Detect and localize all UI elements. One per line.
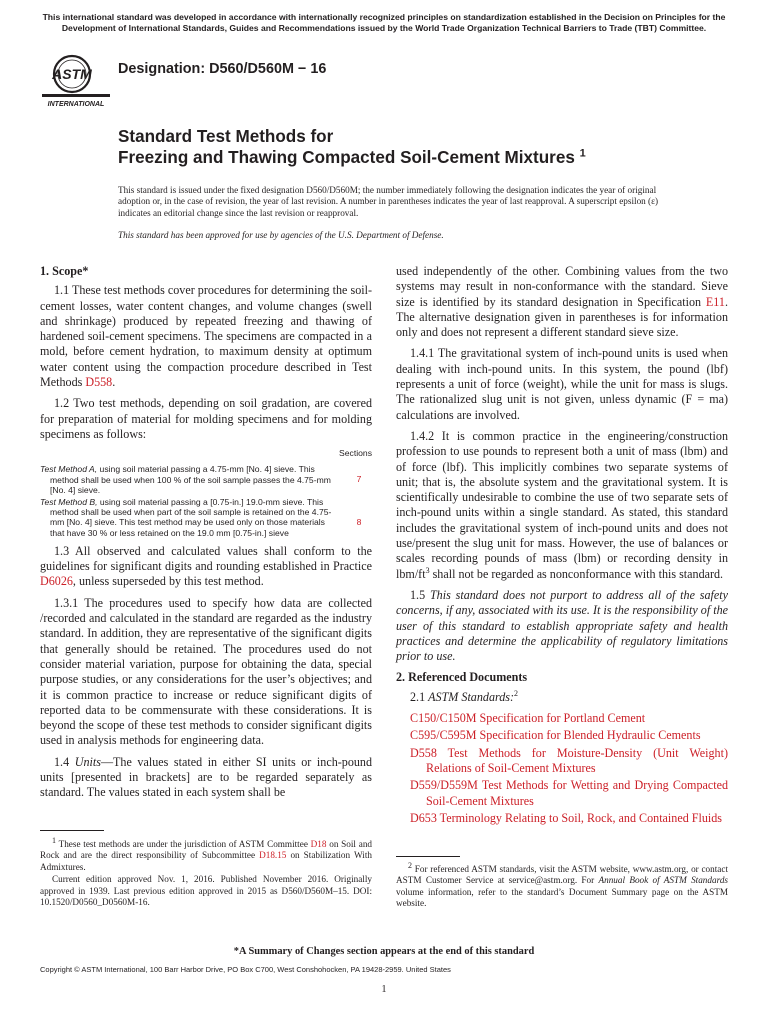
page-number: 1 bbox=[381, 984, 387, 995]
section-1-1: 1.1 These test methods cover procedures for determining the soil-cement losses, water content changes, and volume changes (swell and shrinkage) produced by repeated freezing and thawing of hardened soil-cement specimens. The specimens are compacted in a mold, before cement hydration, to maximum density at optimum water content using the compaction procedure described in Test Methods D558. bbox=[40, 283, 372, 390]
footnote-2: $^2$ For referenced ASTM standards, visit the ASTM website, www.astm.org, or contact ASTM Customer Service at service@astm.org. For Annual Book of ASTM Standards volume information, refer to the standard’s Document Summary page on the ASTM website. bbox=[396, 860, 728, 909]
logo-text: ASTM bbox=[52, 66, 92, 82]
right-column bbox=[396, 264, 728, 828]
link-d18[interactable]: D18 bbox=[310, 839, 327, 849]
title-footnote-ref[interactable]: 1 bbox=[579, 147, 586, 160]
section-1-4-2: 1.4.2 It is common practice in the engineering/construction profession to use pounds to represent both a unit of mass (lbm) and of force (lbf). This implicitly combines two separate systems of unit; that is, the absolute system and the gravitational system. It is scientifically undesirable to combine the use of two separate sets of inch-pound units within a single standard. As stated, this standard includes the gravitational system of inch-pound units and does not use/present the slug unit for mass. However, the use of balances or scales recording pounds of mass (lbm) or recording density in lbm/$ft^3$ shall not be regarded as nonconformance with this standard. bbox=[396, 428, 728, 581]
link-d559[interactable]: D559/D559M bbox=[410, 778, 478, 793]
standards-notice: This international standard was developed in accordance with internationally recognized principles on standardization established in the Decision on Principles for the Development of International Standards, Guides and Recommendations issued by the World Trade Organization Technical Barriers to Trade (TBT) Committee. bbox=[42, 12, 726, 33]
link-d18-15[interactable]: D18.15 bbox=[259, 850, 287, 861]
title-line-1: Standard Test Methods for bbox=[118, 127, 334, 146]
copyright: Copyright © ASTM International, 100 Barr Harbor Drive, PO Box C700, West Conshohocken, PA 19428-2959. United States bbox=[40, 965, 451, 974]
issue-note: This standard is issued under the fixed designation D560/D560M; the number immediately following the designation indicates the year of original adoption or, in the case of revision, the year of last revision. A number in parentheses indicates the year of last reapproval. A superscript epsilon (ε) indicates an editorial change since the last revision or reapproval. bbox=[118, 185, 659, 218]
logo-subtext: INTERNATIONAL bbox=[47, 101, 105, 108]
reference-d653: D653 Terminology Relating to Soil, Rock, and Contained Fluids bbox=[410, 810, 723, 825]
section-link-7[interactable]: 7 bbox=[356, 474, 362, 485]
referenced-documents-heading: 2. Referenced Documents bbox=[396, 670, 528, 685]
left-column bbox=[40, 264, 372, 807]
astm-logo bbox=[38, 52, 114, 108]
scope-heading: 1. Scope* bbox=[40, 264, 89, 278]
edition-note: Current edition approved Nov. 1, 2016. Published November 2016. Originally approved in 1939. Last previous edition approved in 2015 as D560/D560M–15. DOI: 10.1520/D0560_D0560M-16. bbox=[40, 874, 372, 908]
designation: Designation: D560/D560M − 16 bbox=[118, 61, 327, 77]
section-2-1: 2.1 ASTM Standards:$^2$ bbox=[410, 688, 519, 704]
dod-approval-note: This standard has been approved for use by agencies of the U.S. Department of Defense. bbox=[118, 230, 444, 240]
sections-header: Sections bbox=[339, 448, 372, 459]
link-d6026[interactable]: D6026 bbox=[40, 574, 73, 589]
link-e11[interactable]: E11 bbox=[705, 294, 725, 309]
link-d558-ref[interactable]: D558 bbox=[410, 745, 437, 760]
test-method-b-row: Test Method B, using soil material passing a [0.75-in.] 19.0-mm sieve. This method shall be used when part of the soil sample is retained on the 4.75-mm [No. 4] sieve. This test method may be used only on those materials that have 30 % or less retained on the 19.0 mm [0.75-in.] sieve 8 bbox=[40, 497, 372, 538]
title-line-2: Freezing and Thawing Compacted Soil-Cement Mixtures $^1$ bbox=[118, 147, 586, 167]
reference-c595: C595/C595M Specification for Blended Hydraulic Cements bbox=[410, 728, 701, 743]
link-d558[interactable]: D558 bbox=[85, 375, 113, 390]
reference-c150: C150/C150M Specification for Portland Cement bbox=[410, 711, 646, 726]
section-link-8[interactable]: 8 bbox=[356, 517, 362, 528]
test-method-a-row: Test Method A, using soil material passing a 4.75-mm [No. 4] sieve. This method shall be used when 100 % of the soil sample passes the 4.75-mm [No. 4] sieve. 7 bbox=[40, 464, 372, 495]
section-1-2: 1.2 Two test methods, depending on soil gradation, are covered for preparation of material for molding specimens and for molding specimens as follows: bbox=[40, 396, 372, 441]
link-c595[interactable]: C595/C595M bbox=[410, 728, 477, 743]
reference-d558: D558 Test Methods for Moisture-Density (Unit Weight) Relations of Soil-Cement Mixtures bbox=[410, 745, 728, 775]
link-d653[interactable]: D653 bbox=[410, 810, 437, 825]
section-1-4-continued: used independently of the other. Combining values from the two systems may result in non-conformance with the standard. Sieve size is identified by its standard designation in Specification E11. The alternative designation given in parentheses is for information only and does not represent a different standard sieve size. bbox=[396, 264, 728, 340]
document-title bbox=[118, 126, 586, 168]
test-method-sections-table bbox=[40, 448, 372, 538]
section-1-4-1: 1.4.1 The gravitational system of inch-pound units is used when dealing with inch-pound units. In this system, the pound (lbf) represents a unit of force (weight), while the unit for mass is slugs. The rationalized slug unit is not given, unless dynamic (F = ma) calculations are involved. bbox=[396, 346, 728, 422]
summary-of-changes-note: *A Summary of Changes section appears at the end of this standard bbox=[233, 946, 535, 957]
footnote-divider-left bbox=[40, 830, 104, 831]
footnote-divider-right bbox=[396, 856, 460, 857]
link-c150[interactable]: C150/C150M bbox=[410, 711, 477, 726]
reference-d559: D559/D559M Test Methods for Wetting and Drying Compacted Soil-Cement Mixtures bbox=[410, 778, 728, 808]
section-1-4: 1.4 Units—The values stated in either SI units or inch-pound units [presented in brackets] are to be regarded separately as standard. The values stated in each system shall be bbox=[40, 754, 373, 800]
section-1-5: 1.5 This standard does not purport to address all of the safety concerns, if any, associated with its use. It is the responsibility of the user of this standard to establish appropriate safety and health practices and determine the applicability of regulatory limitations prior to use. bbox=[396, 587, 728, 664]
section-1-3-1: 1.3.1 The procedures used to specify how data are collected /recorded and calculated in the standard are regarded as the industry standard. In addition, they are representative of the significant digits that generally should be retained. The procedures used do not consider material variation, purpose for obtaining the data, special purpose studies, or any considerations for the user’s objectives; and it is common practice to increase or reduce significant digits of reported data to be commensurate with these considerations. It is beyond the scope of these test methods to consider significant digits used in analysis methods for engineering data. bbox=[40, 595, 372, 748]
section-1-3: 1.3 All observed and calculated values shall conform to the guidelines for significant digits and rounding established in Practice D6026, unless superseded by this test method. bbox=[40, 543, 372, 589]
footnote-1: $^1$ These test methods are under the jurisdiction of ASTM Committee D18 on Soil and Rock and are the direct responsibility of Subcommittee D18.15 on Stabilization With Admixtures. Current edition approved Nov. 1, 2016. Published November 2016. Originally approved in 1939. Last previous edition approved in 2015 as D560/D560M–15. DOI: 10.1520/D0560_D0560M-16. bbox=[40, 835, 373, 908]
